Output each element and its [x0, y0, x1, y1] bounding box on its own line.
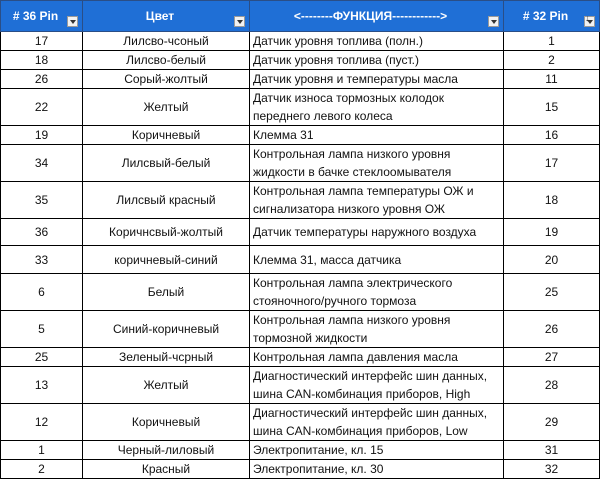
header-pin32-label: # 32 Pin — [522, 9, 569, 23]
cell-pin32[interactable]: 1 — [504, 32, 600, 51]
cell-pin36[interactable]: 33 — [1, 246, 83, 274]
cell-color[interactable]: Лилсво-чсоный — [83, 32, 250, 51]
header-function-label: <--------ФУНКЦИЯ------------> — [293, 9, 448, 23]
cell-color[interactable]: Лилсвый красный — [83, 182, 250, 219]
cell-pin36[interactable]: 35 — [1, 182, 83, 219]
table-row — [1, 274, 600, 311]
dropdown-filter-icon[interactable] — [67, 16, 78, 27]
cell-pin36[interactable]: 22 — [1, 89, 83, 126]
cell-color[interactable]: Синий-коричневый — [83, 311, 250, 348]
cell-color[interactable]: Белый — [83, 274, 250, 311]
table-row — [1, 367, 600, 404]
cell-pin32[interactable]: 11 — [504, 70, 600, 89]
cell-pin36[interactable]: 19 — [1, 126, 83, 145]
cell-function[interactable]: Контрольная лампа низкого уровня жидкости в бачке стеклоомывателя — [250, 145, 504, 182]
cell-pin36[interactable]: 5 — [1, 311, 83, 348]
cell-pin32[interactable]: 31 — [504, 441, 600, 460]
cell-pin36[interactable]: 13 — [1, 367, 83, 404]
table-row — [1, 182, 600, 219]
table-row — [1, 460, 600, 479]
sort-ascending-icon[interactable] — [584, 16, 595, 27]
cell-pin32[interactable]: 2 — [504, 51, 600, 70]
table-body — [1, 32, 600, 479]
cell-pin32[interactable]: 20 — [504, 246, 600, 274]
cell-pin32[interactable]: 32 — [504, 460, 600, 479]
header-color-label: Цвет — [145, 9, 175, 23]
cell-function[interactable]: Клемма 31, масса датчика — [250, 246, 504, 274]
cell-pin32[interactable]: 19 — [504, 219, 600, 246]
cell-color[interactable]: Коричневый — [83, 126, 250, 145]
table-row — [1, 70, 600, 89]
cell-function[interactable]: Датчик уровня и температуры масла — [250, 70, 504, 89]
header-pin32 — [504, 1, 600, 32]
cell-pin36[interactable]: 2 — [1, 460, 83, 479]
cell-pin32[interactable]: 29 — [504, 404, 600, 441]
cell-pin36[interactable]: 1 — [1, 441, 83, 460]
cell-pin36[interactable]: 12 — [1, 404, 83, 441]
table-row — [1, 246, 600, 274]
table-row — [1, 404, 600, 441]
cell-pin36[interactable]: 6 — [1, 274, 83, 311]
table-row — [1, 348, 600, 367]
cell-function[interactable]: Датчик уровня топлива (пуст.) — [250, 51, 504, 70]
cell-function[interactable]: Датчик износа тормозных колодок переднего левого колеса — [250, 89, 504, 126]
cell-function[interactable]: Датчик уровня топлива (полн.) — [250, 32, 504, 51]
cell-color[interactable]: Сорый-жолтый — [83, 70, 250, 89]
cell-pin32[interactable]: 15 — [504, 89, 600, 126]
cell-function[interactable]: Диагностический интерфейс шин данных, шина CAN-комбинация приборов, High — [250, 367, 504, 404]
cell-color[interactable]: Лилсво-белый — [83, 51, 250, 70]
cell-function[interactable]: Контрольная лампа температуры ОЖ и сигнализатора низкого уровня ОЖ — [250, 182, 504, 219]
cell-pin32[interactable]: 17 — [504, 145, 600, 182]
cell-function[interactable]: Клемма 31 — [250, 126, 504, 145]
cell-pin36[interactable]: 18 — [1, 51, 83, 70]
table-row — [1, 441, 600, 460]
table-row — [1, 145, 600, 182]
cell-color[interactable]: Красный — [83, 460, 250, 479]
table-row — [1, 51, 600, 70]
cell-color[interactable]: Черный-лиловый — [83, 441, 250, 460]
header-function — [250, 1, 504, 32]
cell-color[interactable]: коричневый-синий — [83, 246, 250, 274]
cell-color[interactable]: Желтый — [83, 89, 250, 126]
cell-pin36[interactable]: 17 — [1, 32, 83, 51]
cell-color[interactable]: Желтый — [83, 367, 250, 404]
cell-function[interactable]: Электропитание, кл. 30 — [250, 460, 504, 479]
header-pin36 — [1, 1, 83, 32]
cell-function[interactable]: Контрольная лампа электрического стояночного/ручного тормоза — [250, 274, 504, 311]
table-row — [1, 89, 600, 126]
table-row — [1, 32, 600, 51]
cell-pin36[interactable]: 26 — [1, 70, 83, 89]
header-color — [83, 1, 250, 32]
table-row — [1, 219, 600, 246]
cell-pin32[interactable]: 26 — [504, 311, 600, 348]
cell-pin36[interactable]: 36 — [1, 219, 83, 246]
table-row — [1, 126, 600, 145]
cell-function[interactable]: Диагностический интерфейс шин данных, шина CAN-комбинация приборов, Low — [250, 404, 504, 441]
cell-pin32[interactable]: 27 — [504, 348, 600, 367]
dropdown-filter-icon[interactable] — [488, 16, 499, 27]
cell-function[interactable]: Контрольная лампа давления масла — [250, 348, 504, 367]
cell-pin32[interactable]: 28 — [504, 367, 600, 404]
cell-pin32[interactable]: 25 — [504, 274, 600, 311]
header-row — [1, 1, 600, 32]
cell-function[interactable]: Датчик температуры наружного воздуха — [250, 219, 504, 246]
header-pin36-label: # 36 Pin — [12, 9, 59, 23]
dropdown-filter-icon[interactable] — [234, 16, 245, 27]
cell-color[interactable]: Коричнсвый-жолтый — [83, 219, 250, 246]
cell-pin32[interactable]: 18 — [504, 182, 600, 219]
cell-pin32[interactable]: 16 — [504, 126, 600, 145]
cell-color[interactable]: Лилсвый-белый — [83, 145, 250, 182]
cell-color[interactable]: Коричневый — [83, 404, 250, 441]
cell-pin36[interactable]: 25 — [1, 348, 83, 367]
cell-pin36[interactable]: 34 — [1, 145, 83, 182]
table-row — [1, 311, 600, 348]
cell-function[interactable]: Контрольная лампа низкого уровня тормозной жидкости — [250, 311, 504, 348]
cell-color[interactable]: Зеленый-чсрный — [83, 348, 250, 367]
cell-function[interactable]: Электропитание, кл. 15 — [250, 441, 504, 460]
